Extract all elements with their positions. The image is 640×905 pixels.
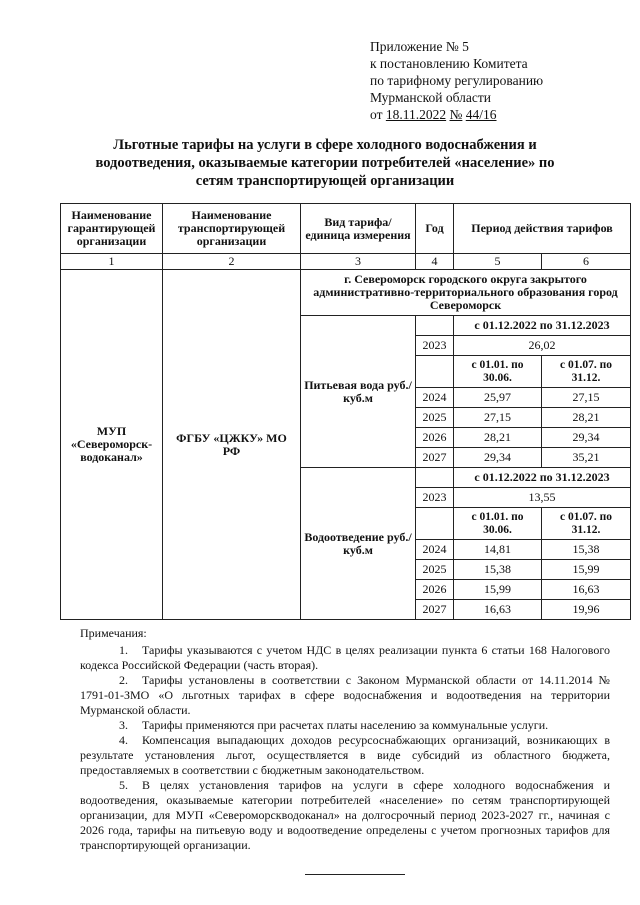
appendix-from: от xyxy=(370,107,383,122)
note-text: Тарифы указываются с учетом НДС в целях реализации пункта 6 статьи 168 Налогового кодекса Российской Федерации (часть вторая). xyxy=(80,643,610,672)
col-number: 5 xyxy=(454,254,542,270)
value-cell: 15,99 xyxy=(542,560,631,580)
header-year: Год xyxy=(416,204,454,254)
value-cell: 15,38 xyxy=(542,540,631,560)
year-cell: 2023 xyxy=(416,488,454,508)
appendix-line-2: к постановлению Комитета xyxy=(370,56,528,71)
year-cell: 2024 xyxy=(416,388,454,408)
territory-row xyxy=(61,270,631,316)
note-item xyxy=(80,778,610,853)
note-text: В целях установления тарифов на услуги в сфере холодного водоснабжения и водоотведения, оказываемые категории потребителей «население» по сетям транспортирующей организации, для МУП «Североморскводоканал» на долгосрочный период 2023-2027 гг., начиная с 2026 года, тарифы на питьевую воду и водоотведение определены с учетом прогнозных тарифов для транспортирующей организации. xyxy=(80,778,610,852)
note-item xyxy=(80,718,610,733)
value-2023: 13,55 xyxy=(454,488,631,508)
notes-section xyxy=(80,626,610,853)
half-year-1-header: с 01.01. по 30.06. xyxy=(454,508,542,540)
half-year-2-header: с 01.07. по 31.12. xyxy=(542,508,631,540)
note-number: 5. xyxy=(119,778,128,792)
appendix-number: 44/16 xyxy=(465,107,497,122)
header-period: Период действия тарифов xyxy=(454,204,631,254)
closing-divider xyxy=(305,874,405,875)
note-text: Тарифы применяются при расчетах платы населению за коммунальные услуги. xyxy=(142,718,549,732)
appendix-header xyxy=(370,38,543,123)
note-item xyxy=(80,733,610,778)
note-number: 4. xyxy=(119,733,128,747)
note-item xyxy=(80,643,610,673)
note-number: 3. xyxy=(119,718,128,732)
appendix-line-1: Приложение № 5 xyxy=(370,39,469,54)
value-cell: 28,21 xyxy=(542,408,631,428)
half-year-2-header: с 01.07. по 31.12. xyxy=(542,356,631,388)
value-cell: 19,96 xyxy=(542,600,631,620)
note-number: 2. xyxy=(119,673,128,687)
appendix-line-3: по тарифному регулированию xyxy=(370,73,544,88)
title-line-1: Льготные тарифы на услуги в сфере холодного водоснабжения и xyxy=(113,137,537,153)
value-cell: 15,99 xyxy=(454,580,542,600)
section-name-wastewater: Водоотведение руб./куб.м xyxy=(301,468,416,620)
title-line-2: водоотведения, оказываемые категории потребителей «население» по xyxy=(95,155,555,171)
col-number: 4 xyxy=(416,254,454,270)
header-tariff-unit: Вид тарифа/ единица измерения xyxy=(301,204,416,254)
year-cell: 2026 xyxy=(416,428,454,448)
year-cell: 2027 xyxy=(416,600,454,620)
appendix-date: 18.11.2022 xyxy=(385,107,447,122)
half-year-1-header: с 01.01. по 30.06. xyxy=(454,356,542,388)
year-cell: 2023 xyxy=(416,336,454,356)
note-number: 1. xyxy=(119,643,128,657)
value-cell: 35,21 xyxy=(542,448,631,468)
value-2023: 26,02 xyxy=(454,336,631,356)
col-number: 6 xyxy=(542,254,631,270)
value-cell: 29,34 xyxy=(542,428,631,448)
value-cell: 27,15 xyxy=(454,408,542,428)
column-number-row xyxy=(61,254,631,270)
value-cell: 16,63 xyxy=(542,580,631,600)
year-cell: 2026 xyxy=(416,580,454,600)
col-number: 3 xyxy=(301,254,416,270)
period-all: с 01.12.2022 по 31.12.2023 xyxy=(454,468,631,488)
appendix-number-sign: № xyxy=(449,107,463,122)
tariff-table xyxy=(60,203,631,620)
value-cell: 25,97 xyxy=(454,388,542,408)
transporter-cell: ФГБУ «ЦЖКУ» МО РФ xyxy=(163,270,301,620)
value-cell: 27,15 xyxy=(542,388,631,408)
value-cell: 15,38 xyxy=(454,560,542,580)
appendix-line-4: Мурманской области xyxy=(370,90,491,105)
value-cell: 29,34 xyxy=(454,448,542,468)
year-cell: 2027 xyxy=(416,448,454,468)
note-text: Тарифы установлены в соответствии с Законом Мурманской области от 14.11.2014 № 1791-01-ЗМО «О льготных тарифах в сфере водоснабжения и водоотведения на территории Мурманской области. xyxy=(80,673,610,717)
table-header-row xyxy=(61,204,631,254)
notes-title: Примечания: xyxy=(80,626,147,640)
appendix-line-date xyxy=(370,106,543,123)
territory-cell: г. Североморск городского округа закрытого административно-территориального образования город Североморск xyxy=(301,270,631,316)
section-name-water: Питьевая вода руб./куб.м xyxy=(301,316,416,468)
header-guarantor: Наименование гарантирующей организации xyxy=(61,204,163,254)
year-cell: 2025 xyxy=(416,560,454,580)
col-number: 2 xyxy=(163,254,301,270)
col-number: 1 xyxy=(61,254,163,270)
period-all: с 01.12.2022 по 31.12.2023 xyxy=(454,316,631,336)
note-text: Компенсация выпадающих доходов ресурсоснабжающих организаций, возникающих в результате установления льгот, осуществляется в виде субсидий из областного бюджета, предоставляемых в соответствии с бюджетным законодательством. xyxy=(80,733,610,777)
header-transporter: Наименование транспортирующей организации xyxy=(163,204,301,254)
note-item xyxy=(80,673,610,718)
value-cell: 16,63 xyxy=(454,600,542,620)
year-cell: 2024 xyxy=(416,540,454,560)
document-title xyxy=(60,136,590,190)
year-cell: 2025 xyxy=(416,408,454,428)
guarantor-cell: МУП «Североморск-водоканал» xyxy=(61,270,163,620)
title-line-3: сетям транспортирующей организации xyxy=(195,173,455,189)
value-cell: 28,21 xyxy=(454,428,542,448)
value-cell: 14,81 xyxy=(454,540,542,560)
